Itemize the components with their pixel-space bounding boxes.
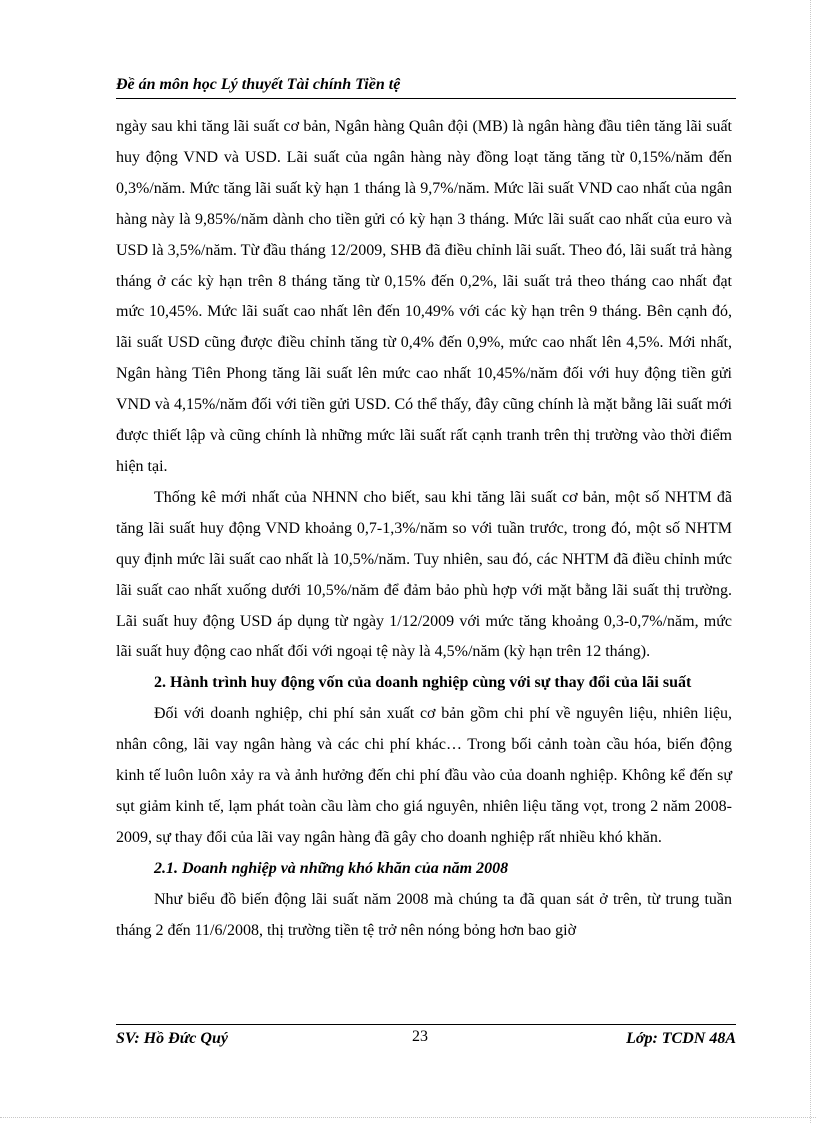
paragraph-3: Đối với doanh nghiệp, chi phí sản xuất cơ bản gồm chi phí về nguyên liệu, nhiên liệu, nhân công, lãi vay ngân hàng và các chi phí khác… Trong bối cảnh toàn cầu hóa, biến động kinh tế luôn luôn xảy ra và ảnh hưởng đến chi phí đầu vào của doanh nghiệp. Không kể đến sự sụt giảm kinh tế, lạm phát toàn cầu làm cho giá nguyên, nhiên liệu tăng vọt, trong 2 năm 2008-2009, sự thay đổi của lãi vay ngân hàng đã gây cho doanh nghiệp rất nhiều khó khăn. [116,705,732,846]
footer-class: Lớp: TCDN 48A [626,1030,736,1047]
page-number: 23 [412,1028,428,1045]
footer-student: SV: Hồ Đức Quý [116,1030,228,1047]
footer-divider [116,1024,736,1025]
header-title: Đề án môn học Lý thuyết Tài chính Tiền tệ [116,76,401,93]
paragraph-2: Thống kê mới nhất của NHNN cho biết, sau khi tăng lãi suất cơ bản, một số NHTM đã tăng lãi suất huy động VND khoảng 0,7-1,3%/năm so với tuần trước, trong đó, một số NHTM quy định mức lãi suất cao nhất là 10,5%/năm. Tuy nhiên, sau đó, các NHTM đã điều chỉnh mức lãi suất cao nhất xuống dưới 10,5%/năm để đảm bảo phù hợp với mặt bằng lãi suất thị trường. Lãi suất huy động USD áp dụng từ ngày 1/12/2009 với mức tăng khoảng 0,3-0,7%/năm, mức lãi suất huy động cao nhất đối với ngoại tệ này là 4,5%/năm (kỳ hạn trên 12 tháng). [116,488,732,661]
paragraph-4: Như biểu đồ biến động lãi suất năm 2008 mà chúng ta đã quan sát ở trên, từ trung tuần tháng 2 đến 11/6/2008, thị trường tiền tệ trở nên nóng bỏng hơn bao giờ [116,890,732,939]
running-footer [116,1027,736,1051]
page-edge-right [810,0,811,1123]
subsection-heading-2-1: 2.1. Doanh nghiệp và những khó khăn của năm 2008 [154,859,509,877]
paragraph-1: ngày sau khi tăng lãi suất cơ bản, Ngân hàng Quân đội (MB) là ngân hàng đầu tiên tăng lãi suất huy động VND và USD. Lãi suất của ngân hàng này đồng loạt tăng tăng từ 0,15%/năm đến 0,3%/năm. Mức tăng lãi suất kỳ hạn 1 tháng là 9,7%/năm. Mức lãi suất VND cao nhất của ngân hàng này là 9,85%/năm dành cho tiền gửi có kỳ hạn 3 tháng. Mức lãi suất cao nhất của euro và USD là 3,5%/năm. Từ đầu tháng 12/2009, SHB đã điều chỉnh lãi suất. Theo đó, lãi suất trả hàng tháng ở các kỳ hạn trên 8 tháng tăng từ 0,15% đến 0,2%, lãi suất trả theo tháng cao nhất đạt mức 10,45%. Mức lãi suất cao nhất lên đến 10,49% với các kỳ hạn trên 9 tháng. Bên cạnh đó, lãi suất USD cũng được điều chỉnh tăng từ 0,4% đến 0,9%, mức cao nhất lên 4,5%. Mới nhất, Ngân hàng Tiên Phong tăng lãi suất lên mức cao nhất 10,45%/năm đối với huy động tiền gửi VND và 4,15%/năm đối với tiền gửi USD. Có thể thấy, đây cũng chính là mặt bằng lãi suất mới được thiết lập và cũng chính là những mức lãi suất rất cạnh tranh trên thị trường vào thời điểm hiện tại. [116,118,732,475]
section-heading-2: 2. Hành trình huy động vốn của doanh nghiệp cùng với sự thay đổi của lãi suất [154,674,692,692]
document-body [116,112,732,946]
header-divider [116,98,736,99]
page-edge-bottom [0,1117,816,1118]
running-header [116,74,736,96]
